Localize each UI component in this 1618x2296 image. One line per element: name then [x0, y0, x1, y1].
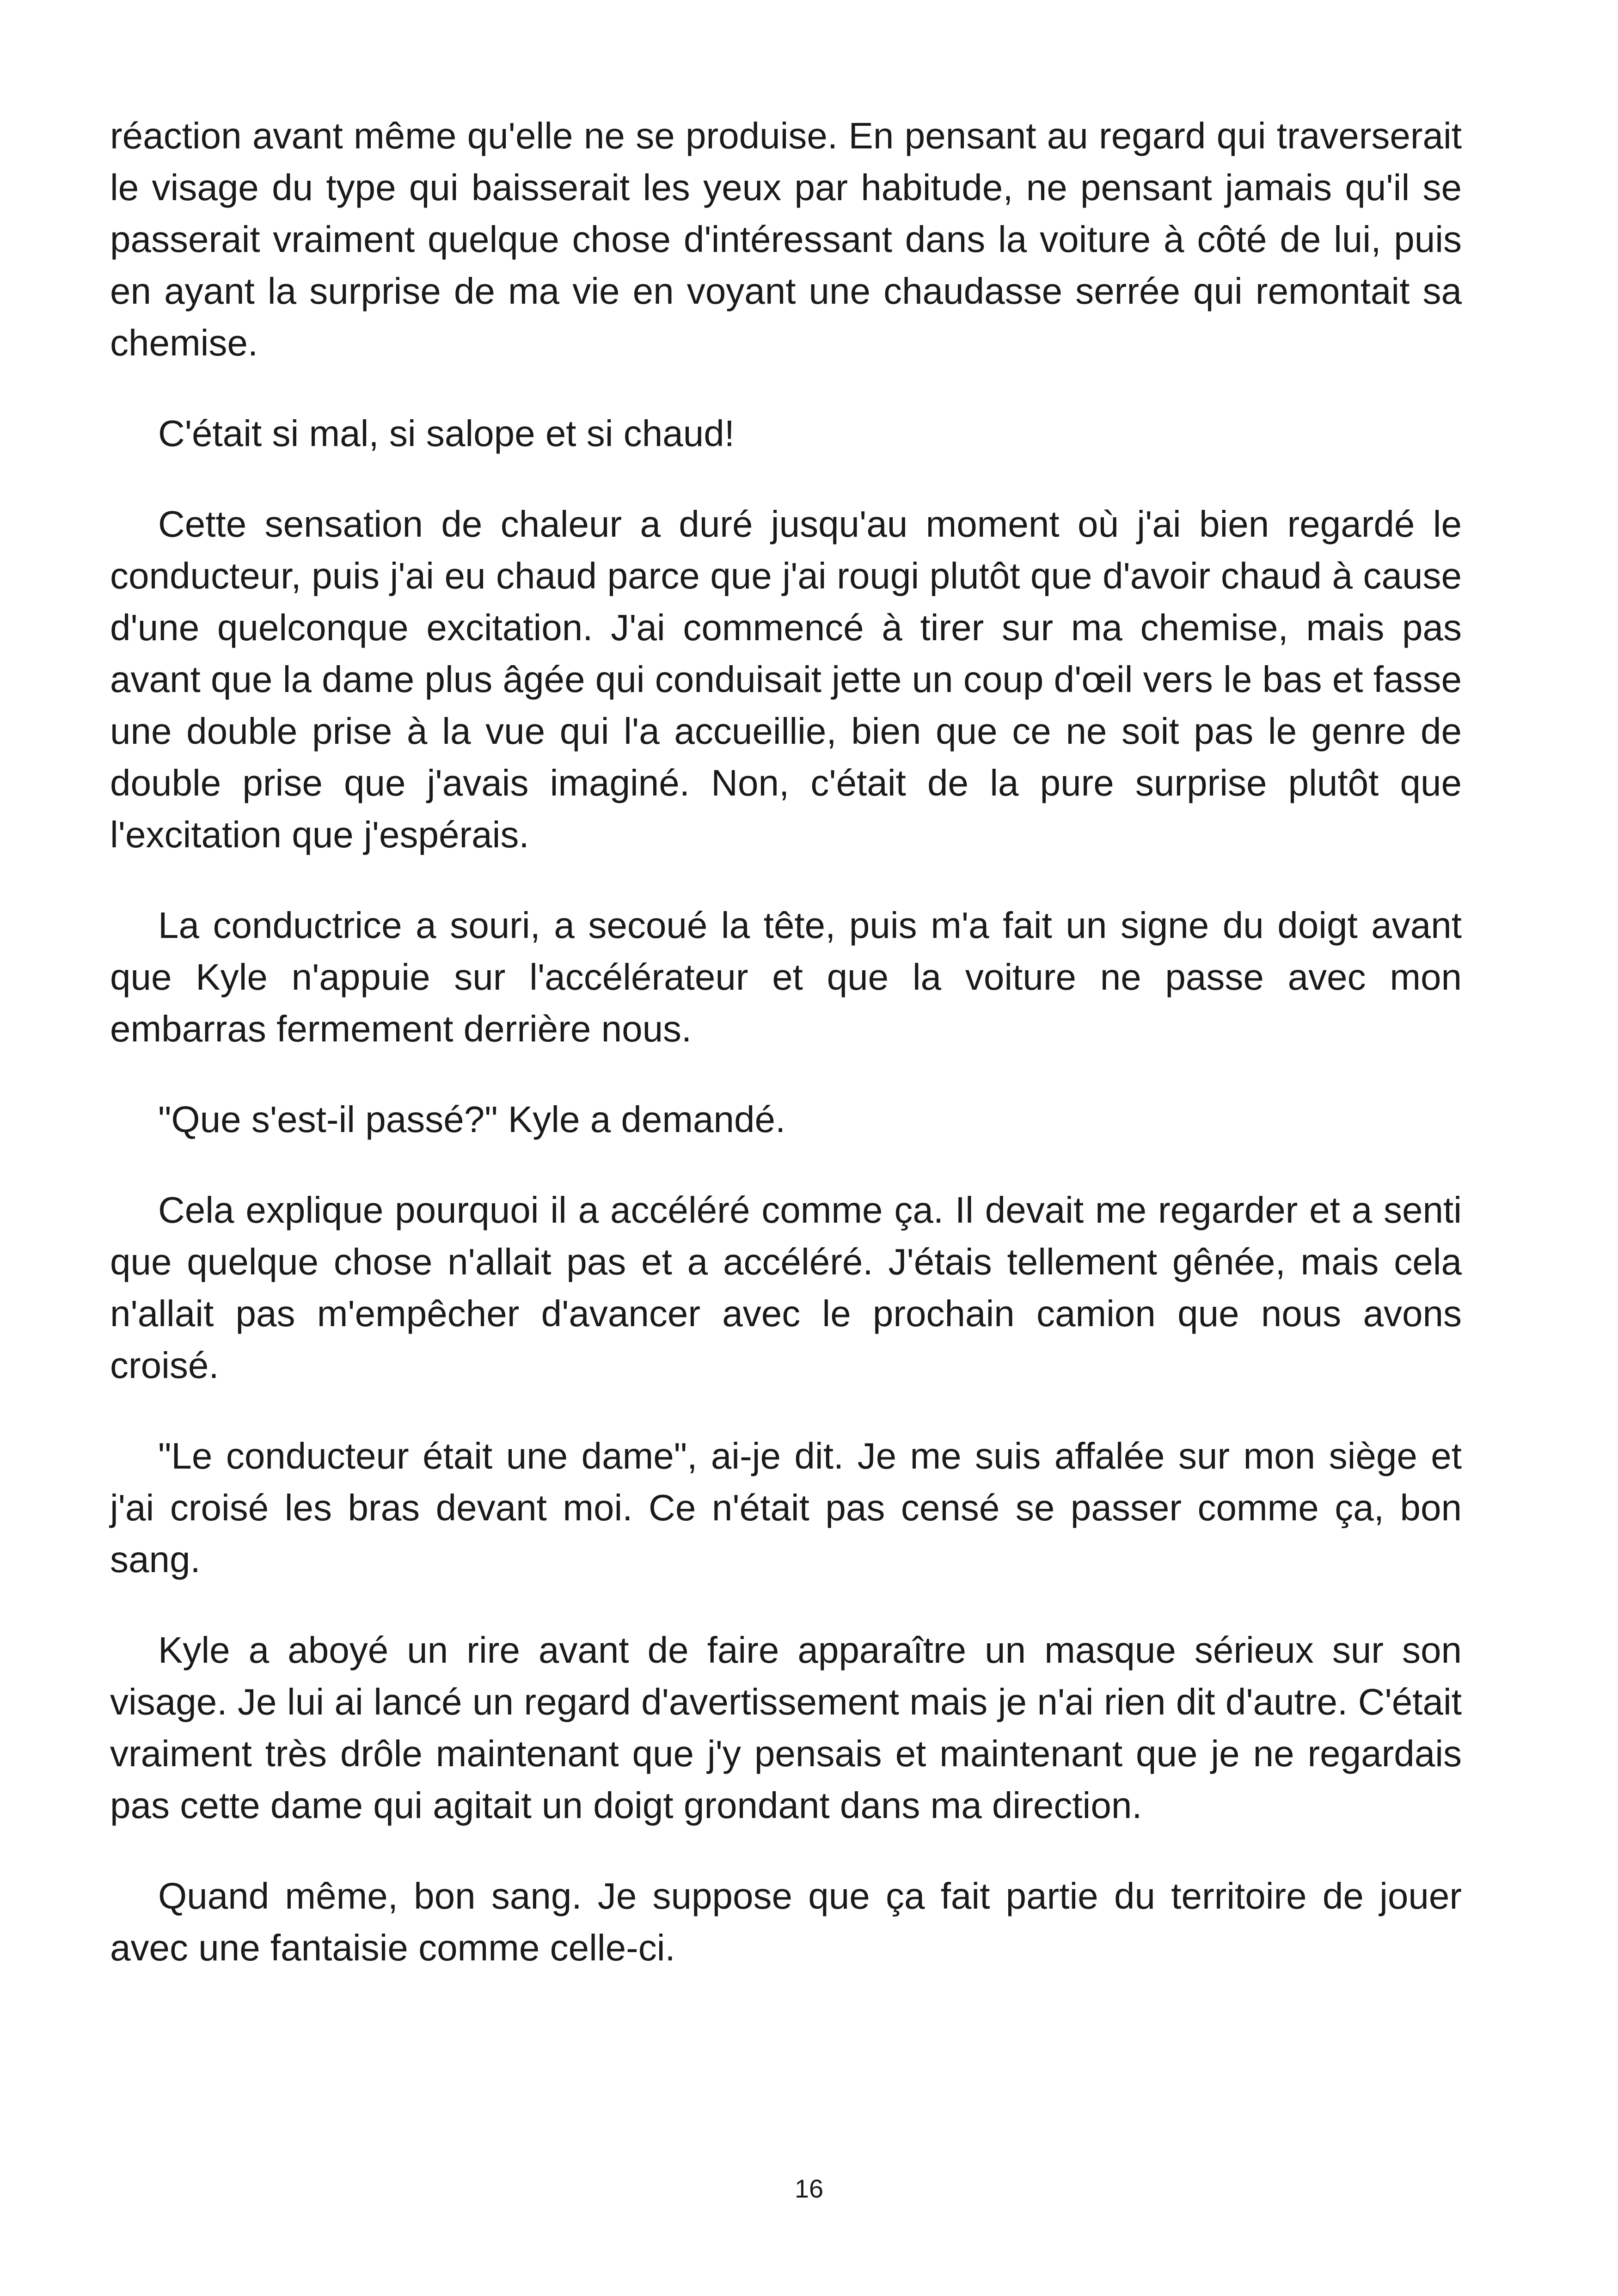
page-number: 16 [794, 2174, 824, 2203]
paragraph: Cela explique pourquoi il a accéléré comme ça. Il devait me regarder et a senti que quelque chose n'allait pas et a accéléré. J'étais tellement gênée, mais cela n'allait pas m'empêcher d'avancer avec le prochain camion que nous avons croisé. [110, 1189, 1462, 1386]
paragraph: Kyle a aboyé un rire avant de faire apparaître un masque sérieux sur son visage. Je lui ai lancé un regard d'avertissement mais je n'ai rien dit d'autre. C'était vraiment très drôle maintenant que j'y pensais et maintenant que je ne regardais pas cette dame qui agitait un doigt grondant dans ma direction. [110, 1629, 1462, 1826]
paragraph: Quand même, bon sang. Je suppose que ça fait partie du territoire de jouer avec une fantaisie comme celle-ci. [110, 1875, 1462, 1968]
paragraph: La conductrice a souri, a secoué la tête, puis m'a fait un signe du doigt avant que Kyle n'appuie sur l'accélérateur et que la voiture ne passe avec mon embarras fermement derrière nous. [110, 905, 1462, 1049]
paragraph-continued: réaction avant même qu'elle ne se produise. En pensant au regard qui traverserait le visage du type qui baisserait les yeux par habitude, ne pensant jamais qu'il se passerait vraiment quelque chose d'intéressant dans la voiture à côté de lui, puis en ayant la surprise de ma vie en voyant une chaudasse serrée qui remontait sa chemise. [110, 115, 1462, 363]
body-text [110, 110, 1462, 2013]
paragraph: Cette sensation de chaleur a duré jusqu'au moment où j'ai bien regardé le conducteur, puis j'ai eu chaud parce que j'ai rougi plutôt que d'avoir chaud à cause d'une quelconque excitation. J'ai commencé à tirer sur ma chemise, mais pas avant que la dame plus âgée qui conduisait jette un coup d'œil vers le bas et fasse une double prise à la vue qui l'a accueillie, bien que ce ne soit pas le genre de double prise que j'avais imaginé. Non, c'était de la pure surprise plutôt que l'excitation que j'espérais. [110, 503, 1462, 855]
paragraph: "Le conducteur était une dame", ai-je dit. Je me suis affalée sur mon siège et j'ai croisé les bras devant moi. Ce n'était pas censé se passer comme ça, bon sang. [110, 1435, 1462, 1580]
paragraph: C'était si mal, si salope et si chaud! [158, 413, 735, 454]
paragraph: "Que s'est-il passé?" Kyle a demandé. [158, 1099, 786, 1140]
